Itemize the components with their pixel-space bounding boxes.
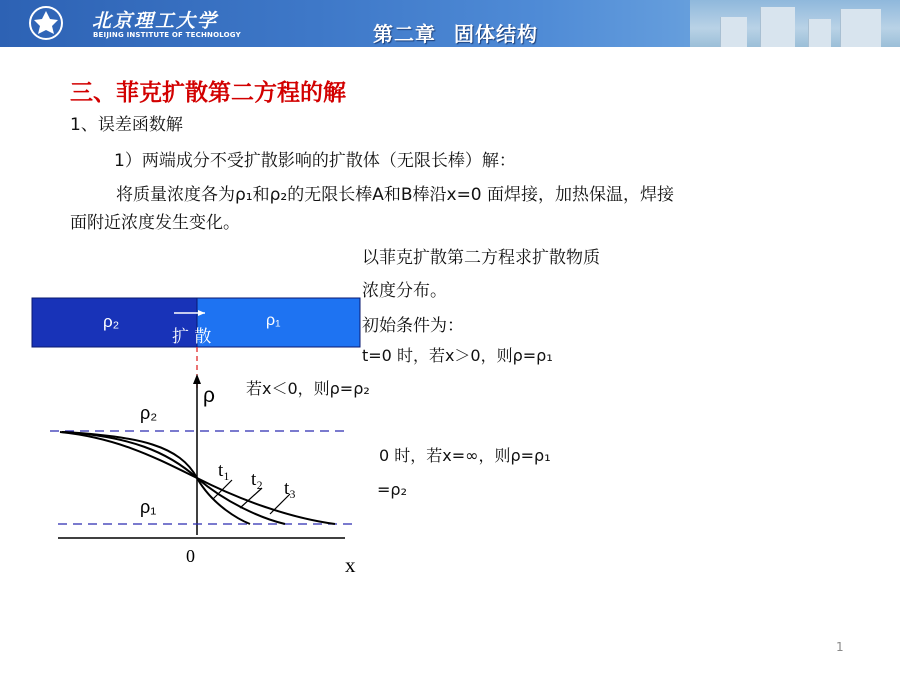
slide-header [0,0,900,47]
subsection-heading: 1）两端成分不受扩散影响的扩散体（无限长棒）解： [114,151,516,171]
diffusion-label: 扩 散 [172,327,212,347]
slide-title: 三、菲克扩散第二方程的解 [70,80,346,106]
boundary-condition-1: 0 时，若x=∞，则ρ=ρ₁ [379,446,551,465]
bar-left-label: ρ₂ [103,312,120,331]
boundary-condition-2: =ρ₂ [377,480,407,499]
chapter-heading [373,18,556,47]
university-name-cn: 北京理工大学 [92,10,219,32]
level-low-label: ρ₁ [140,497,157,517]
level-high-label: ρ₂ [140,403,158,423]
chapter-title: 固体结构 [454,22,538,46]
university-name-en: BEIJING INSTITUTE OF TECHNOLOGY [93,31,241,39]
curve-label-t1: t₁ [218,460,230,481]
campus-image [690,0,900,47]
right-text-line-1: 以菲克扩散第二方程求扩散物质 [362,248,600,268]
curve-label-t3: t₃ [284,478,296,499]
page-number: 1 [836,640,844,654]
y-axis-label: ρ [203,384,215,407]
x-axis-label: x [345,553,356,577]
university-logo-icon [28,5,64,41]
section-heading: 1、误差函数解 [70,115,183,135]
paragraph-line-2: 面附近浓度发生变化。 [70,213,240,233]
initial-condition-2: 若x＜0，则ρ=ρ₂ [246,379,370,398]
right-text-line-2: 浓度分布。 [362,281,447,301]
initial-condition-1: t=0 时，若x＞0，则ρ=ρ₁ [362,346,553,365]
y-axis-arrow [193,374,201,384]
diffusion-diagram [0,290,370,590]
right-text-line-3: 初始条件为： [362,316,464,336]
chapter-number: 第二章 [373,22,436,46]
bar-right-label: ρ₁ [266,312,281,329]
paragraph-line-1: 将质量浓度各为ρ₁和ρ₂的无限长棒A和B棒沿x=0 面焊接，加热保温，焊接 [116,185,675,205]
curve-label-t2: t₂ [251,469,263,490]
origin-label: 0 [186,546,195,566]
